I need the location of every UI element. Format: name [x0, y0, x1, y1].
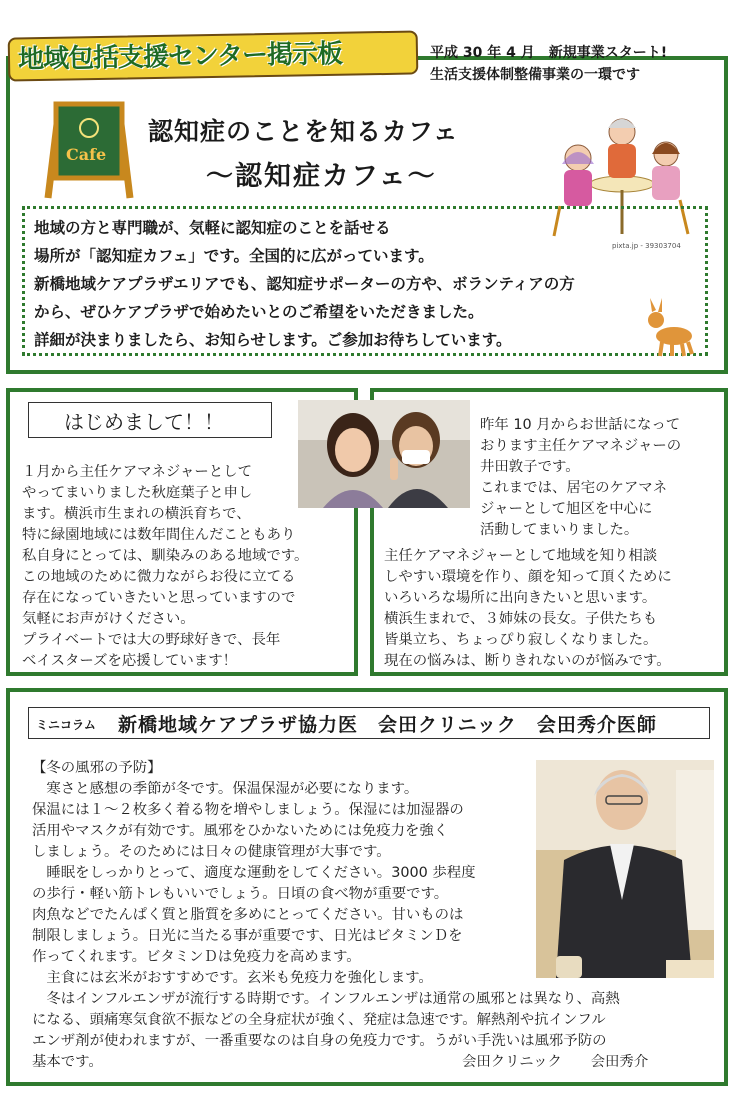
intro-left-line: ベイスターズを応援しています！	[22, 653, 237, 669]
intro-right-line: 現在の悩みは、断りきれないのが悩みです。	[384, 653, 671, 669]
column-line: 保温には１～２枚多く着る物を増やしましょう。保湿には加湿器の	[32, 802, 464, 818]
cafe-text-line: 場所が「認知症カフェ」です。全国的に広がっています。	[34, 247, 434, 265]
intro-left-line: ます。横浜市生まれの横浜育ちで、	[22, 506, 251, 522]
intro-right-line: 皆巣立ち、ちょっぴり寂しくなりました。	[384, 632, 658, 648]
intro-left-line: やってまいりました秋庭葉子と申し	[22, 485, 253, 501]
intro-right-line: おります主任ケアマネジャーの	[480, 438, 682, 454]
cafe-text-line: 新橋地域ケアプラザエリアでも、認知症サポーターの方や、ボランティアの方	[34, 275, 575, 293]
intro-left-line: 私自身にとっては、馴染みのある地域です。	[22, 548, 309, 564]
intro-right-line: これまでは、居宅のケアマネ	[480, 480, 668, 496]
intro-right-line: 主任ケアマネジャーとして地域を知り相談	[384, 548, 658, 564]
column-line: エンザ剤が使われますが、一番重要なのは自身の免疫力です。うがい手洗いは風邪予防の	[32, 1033, 607, 1049]
intro-right-line: 昨年 10 月からお世話になって	[480, 417, 681, 433]
intro-left-line: １月から主任ケアマネジャーとして	[22, 464, 252, 480]
column-line: 制限しましょう。日光に当たる事が重要です、日光はビタミンＤを	[32, 928, 463, 944]
cafe-text-line: 詳細が決まりましたら、お知らせします。ご参加お待ちしています。	[34, 331, 512, 349]
column-line: 【冬の風邪の予防】	[32, 760, 162, 776]
donkey-illustration	[642, 296, 698, 358]
intro-right-line: 井田敦子です。	[480, 459, 580, 475]
intro-heading: はじめまして！！	[64, 410, 224, 434]
intro-right-line: しやすい環境を作り、顔を知って頂くために	[384, 569, 672, 585]
doctor-photo	[536, 760, 714, 978]
column-line: 冬はインフルエンザが流行する時期です。インフルエンザは通常の風邪とは異なり、高熱	[32, 991, 620, 1007]
header-note-line2: 生活支援体制整備事業の一環です	[430, 67, 640, 83]
intro-left-line: 気軽にお声がけください。	[22, 611, 195, 627]
banner-title: 地域包括支援センター掲示板	[17, 39, 343, 75]
staff-photo	[298, 400, 470, 508]
column-line: しましょう。そのためには日々の健康管理が大事です。	[32, 844, 391, 860]
column-label: ミニコラム	[36, 718, 96, 732]
intro-right-line: 活動してまいりました。	[480, 522, 639, 538]
intro-right-line: 横浜生まれで、３姉妹の長女。子供たちも	[384, 611, 658, 627]
column-line: 睡眠をしっかりとって、適度な運動をしてください。3000 歩程度	[32, 865, 476, 881]
column-title: 新橋地域ケアプラザ協力医 会田クリニック 会田秀介医師	[118, 714, 657, 736]
cafe-sign-text: Cafe	[66, 145, 107, 164]
cafe-text-line: から、ぜひケアプラザで始めたいとのご希望をいただきました。	[34, 303, 484, 321]
intro-left-line: 存在になっていきたいと思っていますので	[22, 590, 296, 606]
intro-left-line: この地域のために微力ながらお役に立てる	[22, 569, 296, 585]
header-note-line1: 平成 30 年 4 月 新規事業スタート!	[430, 45, 668, 61]
column-line: 寒さと感想の季節が冬です。保温保湿が必要になります。	[32, 781, 419, 797]
column-line: 作ってくれます。ビタミンＤは免疫力を高めます。	[32, 949, 361, 965]
cafe-title: 認知症のことを知るカフェ	[148, 117, 459, 146]
column-line: になる、頭痛寒気食欲不振などの全身症状が強く、発症は急速です。解熱剤や抗インフル	[32, 1012, 606, 1028]
column-signature: 会田クリニック 会田秀介	[462, 1054, 649, 1070]
column-line: 基本です。	[32, 1054, 103, 1070]
column-line: 肉魚などでたんぱく質と脂質を多めにとってください。甘いものは	[32, 907, 464, 923]
column-line: 活用やマスクが有効です。風邪をひかないためには免疫力を強く	[32, 823, 449, 839]
cafe-sign-illustration	[44, 96, 134, 200]
intro-left-line: プライベートでは大の野球好きで、長年	[22, 632, 281, 648]
column-line: の歩行・軽い筋トレもいいでしょう。日頃の食べ物が重要です。	[32, 886, 449, 902]
intro-right-line: いろいろな場所に出向きたいと思います。	[384, 590, 657, 606]
column-line: 主食には玄米がおすすめです。玄米も免疫力を強化します。	[32, 970, 433, 986]
intro-left-line: 特に緑園地域には数年間住んだこともあり	[22, 527, 296, 543]
cafe-text-line: 地域の方と専門職が、気軽に認知症のことを話せる	[34, 219, 391, 237]
intro-right-line: ジャーとして旭区を中心に	[480, 501, 653, 517]
cafe-subtitle: ～認知症カフェ～	[206, 161, 437, 192]
image-credit: pixta.jp - 39303704	[612, 242, 681, 250]
